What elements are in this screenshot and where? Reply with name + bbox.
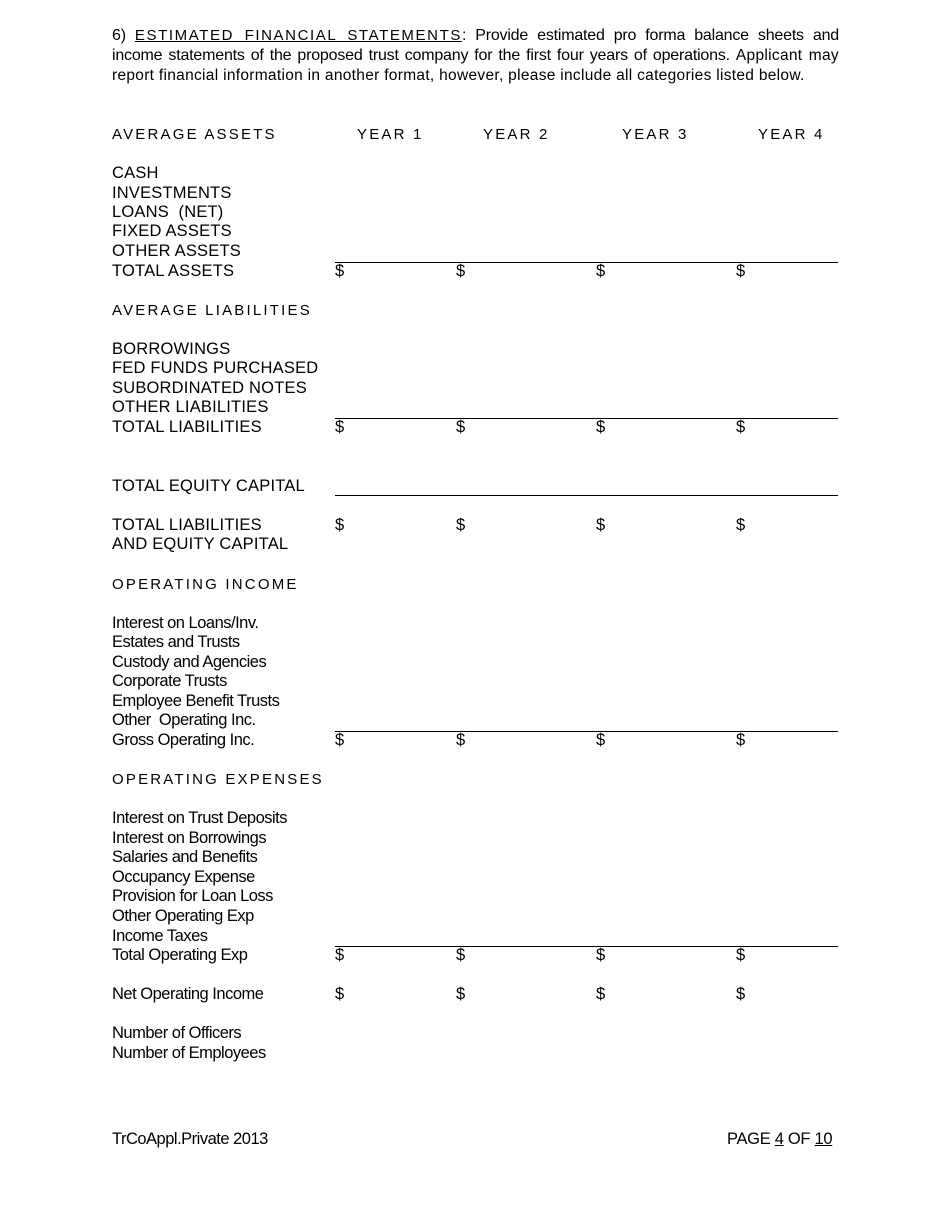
gross-operating-income-label: Gross Operating Inc. (112, 731, 255, 749)
intro-text-tail: Applicant may report financial information in another format, however, please include all categories listed below. (112, 47, 839, 84)
intro-text: Provide estimated pro forma balance sheets and income statements of the proposed trust company for the first four years of operations. (112, 27, 839, 64)
total-assets-rule (335, 262, 838, 263)
net-income-year2-field[interactable]: $ (456, 985, 466, 1003)
expense-row-salaries-benefits: Salaries and Benefits (112, 848, 258, 866)
income-row-custody-agencies: Custody and Agencies (112, 653, 267, 671)
income-row-interest-loans: Interest on Loans/Inv. (112, 614, 259, 632)
expense-row-interest-borrowings: Interest on Borrowings (112, 829, 267, 847)
section-heading: ESTIMATED FINANCIAL STATEMENTS (134, 27, 462, 44)
total-liab-equity-year4-field[interactable]: $ (736, 516, 746, 534)
net-operating-income-label: Net Operating Income (112, 985, 264, 1003)
income-row-corporate-trusts: Corporate Trusts (112, 672, 227, 690)
average-assets-header: AVERAGE ASSETS (112, 126, 277, 143)
total-exp-year2-field[interactable]: $ (456, 946, 466, 964)
expense-row-occupancy: Occupancy Expense (112, 868, 255, 886)
expense-row-loan-loss: Provision for Loan Loss (112, 887, 273, 905)
page-of: OF (783, 1130, 815, 1148)
year-1-header: YEAR 1 (357, 126, 424, 143)
total-equity-capital-rule[interactable] (335, 495, 838, 496)
total-liabilities-year4-field[interactable]: $ (736, 418, 746, 436)
total-liabilities-year3-field[interactable]: $ (596, 418, 606, 436)
total-exp-year4-field[interactable]: $ (736, 946, 746, 964)
gross-income-year3-field[interactable]: $ (596, 731, 606, 749)
number-of-officers-label: Number of Officers (112, 1024, 242, 1042)
gross-operating-income-rule (335, 731, 838, 732)
income-row-employee-benefit: Employee Benefit Trusts (112, 692, 280, 710)
asset-row-cash: CASH (112, 164, 159, 182)
expense-row-interest-trust-deposits: Interest on Trust Deposits (112, 809, 288, 827)
total-liabilities-year1-field[interactable]: $ (335, 418, 345, 436)
liability-row-subordinated-notes: SUBORDINATED NOTES (112, 379, 307, 397)
net-income-year3-field[interactable]: $ (596, 985, 606, 1003)
total-liabilities-year2-field[interactable]: $ (456, 418, 466, 436)
heading-colon: : (461, 27, 467, 44)
total-liab-equity-year3-field[interactable]: $ (596, 516, 606, 534)
page-current: 4 (774, 1130, 784, 1148)
net-income-year1-field[interactable]: $ (335, 985, 345, 1003)
page-total: 10 (814, 1130, 833, 1148)
expense-row-other-operating: Other Operating Exp (112, 907, 254, 925)
total-liab-equity-label-line2: AND EQUITY CAPITAL (112, 535, 289, 553)
total-liab-equity-label-line1: TOTAL LIABILITIES (112, 516, 262, 534)
total-liab-equity-year2-field[interactable]: $ (456, 516, 466, 534)
liability-row-borrowings: BORROWINGS (112, 340, 231, 358)
year-3-header: YEAR 3 (622, 126, 689, 143)
total-liabilities-label: TOTAL LIABILITIES (112, 418, 262, 436)
gross-income-year1-field[interactable]: $ (335, 731, 345, 749)
asset-row-loans: LOANS (NET) (112, 203, 224, 221)
income-row-other-operating: Other Operating Inc. (112, 711, 256, 729)
expense-row-income-taxes: Income Taxes (112, 927, 208, 945)
total-exp-year3-field[interactable]: $ (596, 946, 606, 964)
total-assets-year3-field[interactable]: $ (596, 262, 606, 280)
income-row-estates-trusts: Estates and Trusts (112, 633, 240, 651)
operating-income-header: OPERATING INCOME (112, 576, 299, 593)
total-assets-label: TOTAL ASSETS (112, 262, 235, 280)
year-4-header: YEAR 4 (758, 126, 825, 143)
gross-income-year4-field[interactable]: $ (736, 731, 746, 749)
liability-row-fed-funds: FED FUNDS PURCHASED (112, 359, 319, 377)
number-of-employees-label: Number of Employees (112, 1044, 266, 1062)
operating-expenses-header: OPERATING EXPENSES (112, 771, 324, 788)
net-income-year4-field[interactable]: $ (736, 985, 746, 1003)
section-intro (112, 26, 839, 86)
total-assets-year1-field[interactable]: $ (335, 262, 345, 280)
total-operating-exp-rule (335, 946, 838, 947)
total-assets-year2-field[interactable]: $ (456, 262, 466, 280)
total-liabilities-rule (335, 418, 838, 419)
liability-row-other-liabilities: OTHER LIABILITIES (112, 398, 269, 416)
total-assets-year4-field[interactable]: $ (736, 262, 746, 280)
asset-row-fixed-assets: FIXED ASSETS (112, 222, 232, 240)
form-identifier: TrCoAppl.Private 2013 (112, 1130, 268, 1148)
year-2-header: YEAR 2 (483, 126, 550, 143)
total-equity-capital-label: TOTAL EQUITY CAPITAL (112, 477, 305, 495)
section-number: 6) (112, 27, 126, 44)
page-number (727, 1130, 832, 1149)
total-operating-exp-label: Total Operating Exp (112, 946, 248, 964)
asset-row-investments: INVESTMENTS (112, 184, 232, 202)
asset-row-other-assets: OTHER ASSETS (112, 242, 241, 260)
total-exp-year1-field[interactable]: $ (335, 946, 345, 964)
average-liabilities-header: AVERAGE LIABILITIES (112, 302, 312, 319)
total-liab-equity-year1-field[interactable]: $ (335, 516, 345, 534)
gross-income-year2-field[interactable]: $ (456, 731, 466, 749)
page-prefix: PAGE (727, 1130, 775, 1148)
